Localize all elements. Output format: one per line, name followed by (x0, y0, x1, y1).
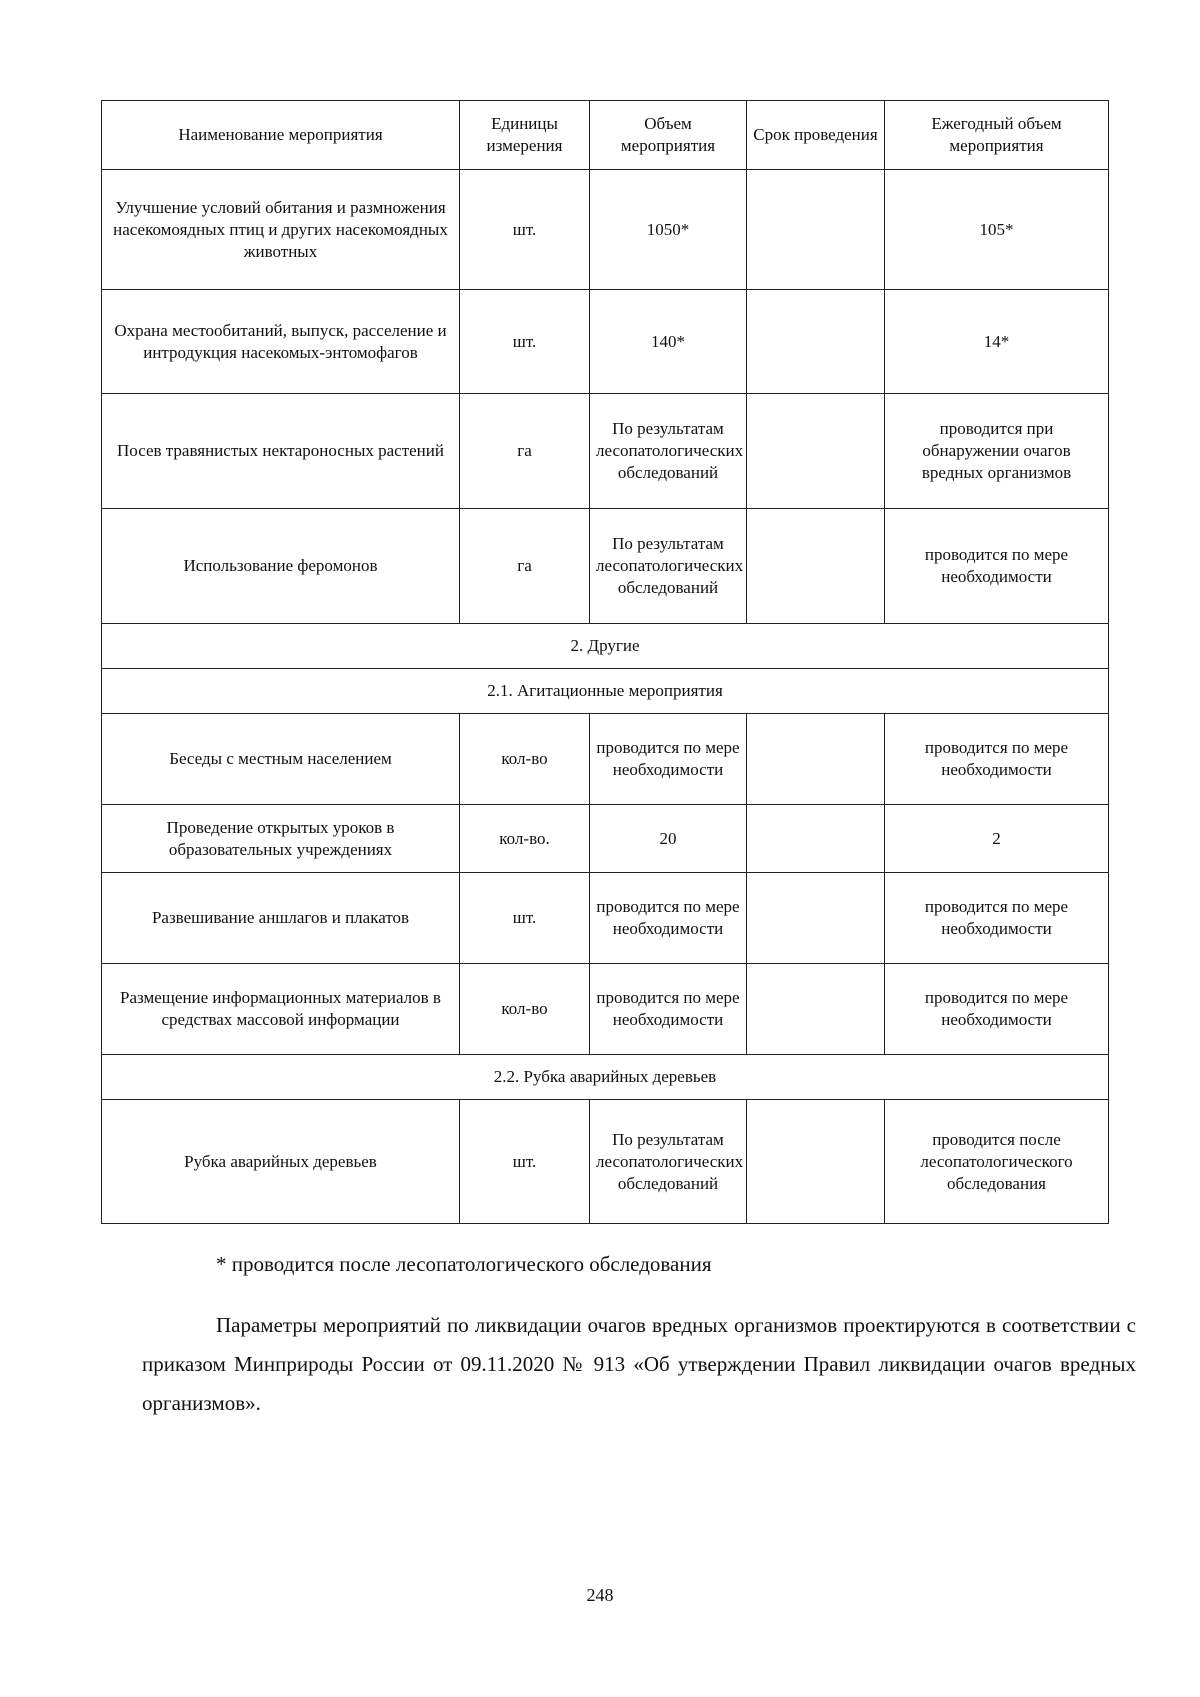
row-name: Проведение открытых уроков в образовательных учреждениях (102, 805, 460, 873)
row-term (747, 1100, 885, 1224)
row-unit: га (460, 394, 590, 509)
row-volume: 140* (590, 290, 747, 394)
row-annual: проводится при обнаружении очагов вредных организмов (885, 394, 1109, 509)
header-term: Срок проведения (747, 101, 885, 170)
table-row (102, 509, 1109, 624)
table-row (102, 170, 1109, 290)
row-volume: 1050* (590, 170, 747, 290)
row-volume: По результатам лесопатологических обследований (590, 394, 747, 509)
footnote: * проводится после лесопатологического обследования (216, 1252, 712, 1276)
row-volume: 20 (590, 805, 747, 873)
row-volume: проводится по мере необходимости (590, 714, 747, 805)
measures-table (101, 100, 1109, 1224)
table-row (102, 290, 1109, 394)
body-paragraph (142, 1306, 1136, 1423)
row-term (747, 290, 885, 394)
header-volume: Объем мероприятия (590, 101, 747, 170)
row-term (747, 170, 885, 290)
table-row (102, 1100, 1109, 1224)
row-name: Размещение информационных материалов в средствах массовой информации (102, 964, 460, 1055)
row-term (747, 805, 885, 873)
row-name: Посев травянистых нектароносных растений (102, 394, 460, 509)
row-term (747, 394, 885, 509)
row-annual: 105* (885, 170, 1109, 290)
section-row (102, 669, 1109, 714)
table-header-row (102, 101, 1109, 170)
row-term (747, 509, 885, 624)
row-name: Использование феромонов (102, 509, 460, 624)
row-annual: проводится по мере необходимости (885, 509, 1109, 624)
row-annual: проводится после лесопатологического обследования (885, 1100, 1109, 1224)
header-unit: Единицы измерения (460, 101, 590, 170)
row-unit: шт. (460, 290, 590, 394)
row-unit: кол-во (460, 964, 590, 1055)
body-paragraph-text: Параметры мероприятий по ликвидации очагов вредных организмов проектируются в соответствии с приказом Минприроды России от 09.11.2020 № 913 «Об утверждении Правил ликвидации очагов вредных организмов». (142, 1313, 1136, 1415)
row-volume: По результатам лесопатологических обследований (590, 1100, 747, 1224)
table-row (102, 873, 1109, 964)
row-name: Рубка аварийных деревьев (102, 1100, 460, 1224)
table-row (102, 394, 1109, 509)
header-name: Наименование мероприятия (102, 101, 460, 170)
row-volume: проводится по мере необходимости (590, 873, 747, 964)
page-number: 248 (586, 1585, 614, 1605)
row-unit: кол-во (460, 714, 590, 805)
row-unit: кол-во. (460, 805, 590, 873)
row-name: Развешивание аншлагов и плакатов (102, 873, 460, 964)
table-row (102, 805, 1109, 873)
row-volume: проводится по мере необходимости (590, 964, 747, 1055)
row-annual: 14* (885, 290, 1109, 394)
row-term (747, 964, 885, 1055)
section-title-2: 2. Другие (102, 624, 1109, 669)
row-term (747, 873, 885, 964)
row-unit: шт. (460, 873, 590, 964)
row-name: Охрана местообитаний, выпуск, расселение и интродукция насекомых-энтомофагов (102, 290, 460, 394)
row-unit: шт. (460, 1100, 590, 1224)
row-annual: проводится по мере необходимости (885, 714, 1109, 805)
section-title-2-2: 2.2. Рубка аварийных деревьев (102, 1055, 1109, 1100)
row-annual: 2 (885, 805, 1109, 873)
table-row (102, 714, 1109, 805)
row-annual: проводится по мере необходимости (885, 873, 1109, 964)
section-row (102, 1055, 1109, 1100)
section-row (102, 624, 1109, 669)
row-volume: По результатам лесопатологических обследований (590, 509, 747, 624)
header-annual: Ежегодный объем мероприятия (885, 101, 1109, 170)
row-term (747, 714, 885, 805)
row-unit: га (460, 509, 590, 624)
row-name: Улучшение условий обитания и размножения насекомоядных птиц и других насекомоядных животных (102, 170, 460, 290)
section-title-2-1: 2.1. Агитационные мероприятия (102, 669, 1109, 714)
table-row (102, 964, 1109, 1055)
row-name: Беседы с местным населением (102, 714, 460, 805)
row-annual: проводится по мере необходимости (885, 964, 1109, 1055)
row-unit: шт. (460, 170, 590, 290)
